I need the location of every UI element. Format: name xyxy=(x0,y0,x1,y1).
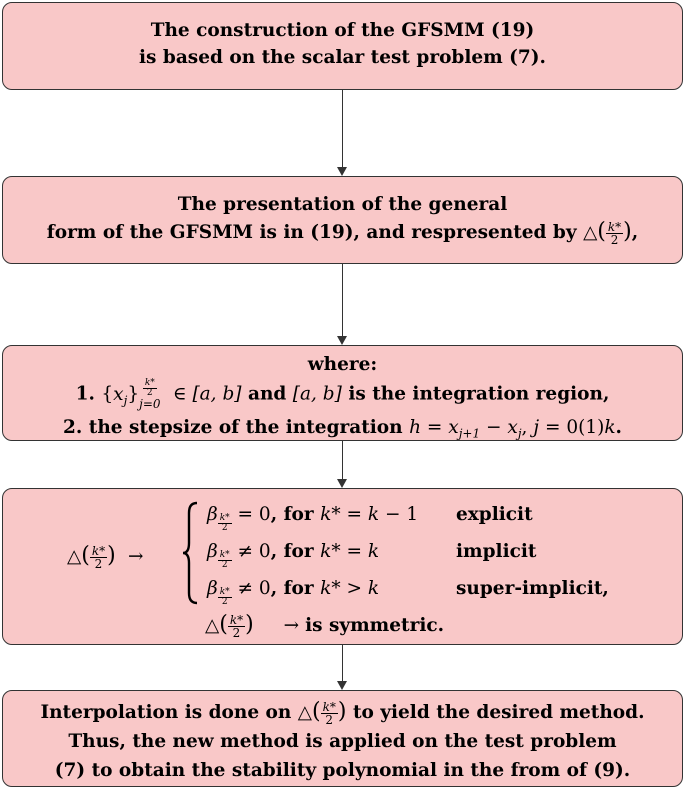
arrow-3-head xyxy=(337,479,347,488)
box1-line-1: The construction of the GFSMM (19) xyxy=(150,20,535,41)
step-box-4 xyxy=(2,488,683,645)
arrow-4-head xyxy=(337,681,347,690)
box3-item-2: 2. the stepsize of the integration $h = x_{j+1} - x_j$, j = 0(1)k. xyxy=(63,417,622,441)
box1-line-2: is based on the scalar test problem (7). xyxy=(139,47,546,68)
arrow-3 xyxy=(342,441,343,480)
box3-title: where: xyxy=(307,354,378,375)
step-box-5 xyxy=(2,690,683,787)
arrow-1-head xyxy=(337,167,347,176)
box4-case-2-kind: implicit xyxy=(456,541,537,562)
box3-item-1: 1. $\{x_j\}$ $\frac{k*}{2}$ j=0 ∈ [a, b] and [a, b] is the integration region, xyxy=(75,378,610,411)
step-box-1 xyxy=(2,2,683,90)
box4-symmetric: △( $\frac{k*}{2}$ ) → is symmetric. xyxy=(205,612,445,640)
step-box-2 xyxy=(2,176,683,264)
box4-case-1-kind: explicit xyxy=(456,504,533,525)
box5-line-3: (7) to obtain the stability polynomial in the from of (9). xyxy=(54,760,631,781)
box2-line-1: The presentation of the general xyxy=(177,194,508,215)
step-box-3 xyxy=(2,345,683,441)
box4-case-3: β $\frac{k*}{2}$ ≠ 0, for k* > k xyxy=(207,578,380,607)
box4-case-1: β $\frac{k*}{2}$ = 0, for k* = k − 1 xyxy=(207,504,419,533)
box4-operator: △( $\frac{k*}{2}$ ) → xyxy=(67,543,150,571)
arrow-2-head xyxy=(337,336,347,345)
box2-line-2: form of the GFSMM is in (19), and respresented by △( $\frac{k*}{2}$ ), xyxy=(46,219,639,247)
box4-case-3-kind: super-implicit, xyxy=(456,578,609,599)
arrow-1 xyxy=(342,90,343,168)
box5-line-2: Thus, the new method is applied on the test problem xyxy=(68,731,617,752)
box4-brace xyxy=(181,501,201,605)
arrow-2 xyxy=(342,264,343,337)
box4-case-2: β $\frac{k*}{2}$ ≠ 0, for k* = k xyxy=(207,541,380,570)
arrow-4 xyxy=(342,645,343,682)
box5-line-1: Interpolation is done on △( $\frac{k*}{2}$ ) to yield the desired method. xyxy=(40,699,645,727)
